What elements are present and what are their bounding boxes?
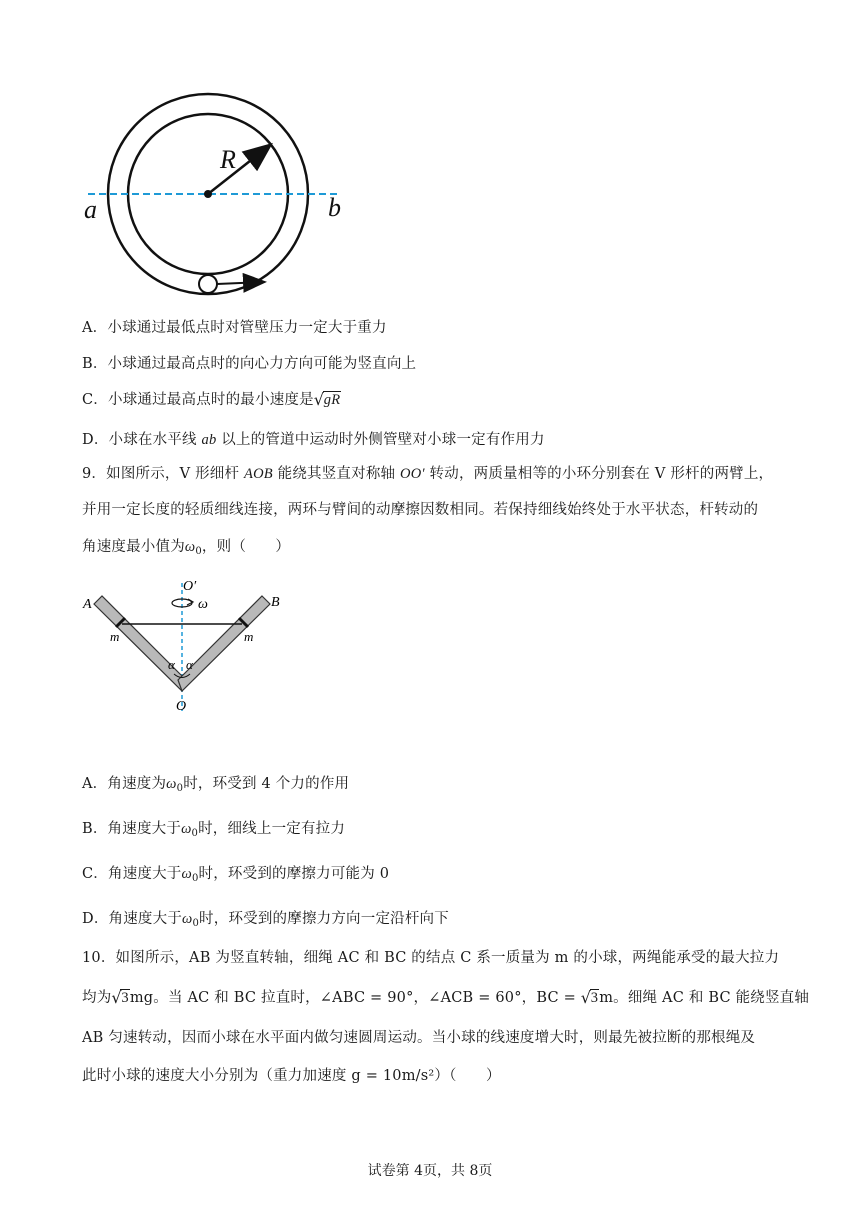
- circular-tube-figure: [80, 60, 360, 300]
- label-b: b: [328, 193, 341, 222]
- label-A: A: [83, 597, 92, 612]
- q9-a-pre: A．角速度为: [82, 776, 167, 792]
- q10-stem-line-4: 此时小球的速度大小分别为（重力加速度 g = 10m/s²）（ ）: [82, 1068, 501, 1084]
- q9-l3-b: ，则（ ）: [201, 539, 291, 555]
- ball: [199, 275, 217, 293]
- q8-option-c-text: C．小球通过最高点时的最小速度是: [82, 392, 314, 408]
- velocity-arrow: [217, 282, 263, 284]
- omega-symbol: ω: [182, 911, 193, 927]
- label-m-right: m: [244, 629, 254, 644]
- omega-subscript: 0: [176, 783, 184, 794]
- right-arm: [178, 596, 270, 691]
- sqrt-3-bc: √ 3: [580, 988, 599, 1007]
- q8-option-c: [82, 388, 341, 409]
- q8-option-d-ab: ab: [201, 432, 217, 448]
- omega-subscript: 0: [192, 918, 200, 929]
- omega-subscript: 0: [191, 873, 199, 884]
- q10-stem-line-3: AB 匀速转动，因而小球在水平面内做匀速圆周运动。当小球的线速度增大时，则最先被拉断的那根绳及: [82, 1030, 756, 1046]
- label-omega: ω: [198, 597, 208, 612]
- q9-stem-line-2: 并用一定长度的轻质细线连接，两环与臂间的动摩擦因数相同。若保持细线始终处于水平状态，杆转动的: [82, 502, 759, 518]
- q10-l2-c: m。细绳 AC 和 BC 能绕竖直轴: [599, 990, 810, 1006]
- q9-option-b: [82, 817, 345, 839]
- label-a: a: [84, 195, 97, 224]
- q8-option-a: A．小球通过最低点时对管壁压力一定大于重力: [82, 320, 387, 336]
- q9-option-c: [82, 862, 389, 884]
- page-footer: 试卷第 4页，共 8页: [367, 1163, 493, 1179]
- omega-symbol: ω: [166, 776, 177, 792]
- label-m-left: m: [110, 629, 120, 644]
- q9-l1-b: 能绕其竖直对称轴: [272, 466, 401, 482]
- q10-l2-b: mg。当 AC 和 BC 拉直时，∠ABC = 90°，∠ACB = 60°，BC =: [129, 990, 581, 1006]
- q8-option-d: [82, 428, 545, 449]
- q9-l1-aob: AOB: [244, 466, 273, 482]
- sqrt-gR-arg: gR: [323, 392, 341, 408]
- left-arm: [94, 596, 186, 691]
- q9-c-post: 时，环受到的摩擦力可能为 0: [198, 866, 390, 882]
- q9-stem-line-1: [82, 462, 773, 483]
- sqrt-gR: √ gR: [313, 390, 341, 409]
- omega-symbol: ω: [181, 866, 192, 882]
- q10-stem-line-1: 10．如图所示，AB 为竖直转轴，细绳 AC 和 BC 的结点 C 系一质量为 m 的小球，两绳能承受的最大拉力: [82, 950, 780, 966]
- sqrt-3: √ 3: [111, 988, 129, 1007]
- sqrt-3-bc-arg: 3: [590, 990, 599, 1006]
- omega-symbol: ω: [181, 821, 192, 837]
- q9-b-post: 时，细线上一定有拉力: [198, 821, 346, 837]
- label-O-prime: O′: [183, 579, 197, 594]
- q9-option-a: [82, 772, 349, 794]
- label-O: O: [176, 699, 187, 714]
- q9-b-pre: B．角速度大于: [82, 821, 182, 837]
- q9-d-pre: D．角速度大于: [82, 911, 183, 927]
- q9-l3-a: 角速度最小值为: [82, 539, 185, 555]
- label-R: R: [220, 145, 236, 174]
- q8-option-d-post: 以上的管道中运动时外侧管壁对小球一定有作用力: [216, 432, 545, 448]
- label-alpha-left: α: [168, 657, 175, 672]
- sqrt-3-arg: 3: [121, 990, 129, 1006]
- q9-l1-a: 9．如图所示，V 形细杆: [82, 466, 245, 482]
- q9-d-post: 时，环受到的摩擦力方向一定沿杆向下: [199, 911, 449, 927]
- q9-option-d: [82, 907, 449, 929]
- q8-option-d-pre: D．小球在水平线: [82, 432, 202, 448]
- q9-c-pre: C．角速度大于: [82, 866, 182, 882]
- q9-stem-line-3: [82, 535, 290, 557]
- omega-symbol: ω: [184, 539, 196, 555]
- omega-subscript: 0: [191, 828, 199, 839]
- q9-l1-oo: OO′: [400, 466, 425, 482]
- q10-l2-a: 均为: [82, 990, 112, 1006]
- q8-option-b: B．小球通过最高点时的向心力方向可能为竖直向上: [82, 356, 417, 372]
- radius-arrow: [208, 146, 269, 194]
- v-rod-figure: [80, 575, 290, 715]
- label-B: B: [271, 595, 280, 610]
- q9-a-post: 时，环受到 4 个力的作用: [183, 776, 350, 792]
- omega-subscript: 0: [195, 546, 202, 557]
- q10-stem-line-2: [82, 986, 809, 1007]
- q9-l1-c: 转动，两质量相等的小环分别套在 V 形杆的两臂上，: [424, 466, 774, 482]
- label-alpha-right: α: [186, 657, 193, 672]
